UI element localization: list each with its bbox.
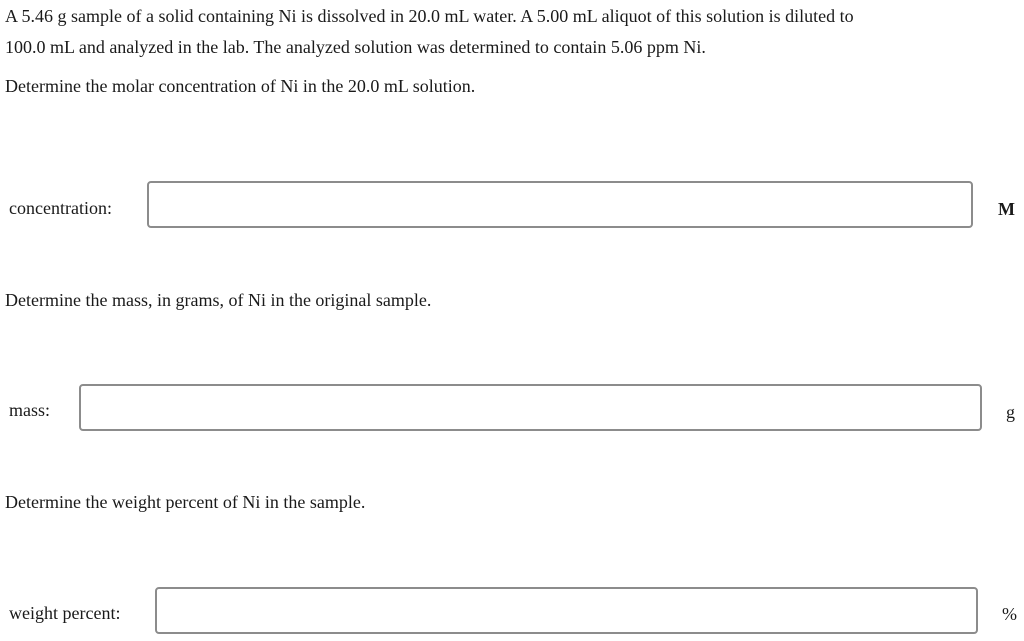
concentration-input[interactable]: [147, 181, 973, 228]
question-concentration-prompt: Determine the molar concentration of Ni in the 20.0 mL solution.: [5, 76, 476, 96]
question-mass-prompt: Determine the mass, in grams, of Ni in the original sample.: [5, 290, 432, 310]
weight-percent-input[interactable]: [155, 587, 978, 634]
mass-input[interactable]: [79, 384, 982, 431]
weight-percent-unit: %: [1002, 604, 1017, 624]
mass-unit: g: [1006, 402, 1015, 422]
problem-text-line-1: A 5.46 g sample of a solid containing Ni is dissolved in 20.0 mL water. A 5.00 mL aliquot of this solution is diluted to: [5, 6, 854, 26]
question-weight-percent-prompt: Determine the weight percent of Ni in the sample.: [5, 492, 366, 512]
weight-percent-label: weight percent:: [9, 603, 121, 623]
mass-label: mass:: [9, 400, 51, 420]
concentration-label: concentration:: [9, 198, 112, 218]
problem-text-line-2: 100.0 mL and analyzed in the lab. The analyzed solution was determined to contain 5.06 ppm Ni.: [5, 37, 706, 57]
concentration-unit: M: [998, 199, 1015, 219]
